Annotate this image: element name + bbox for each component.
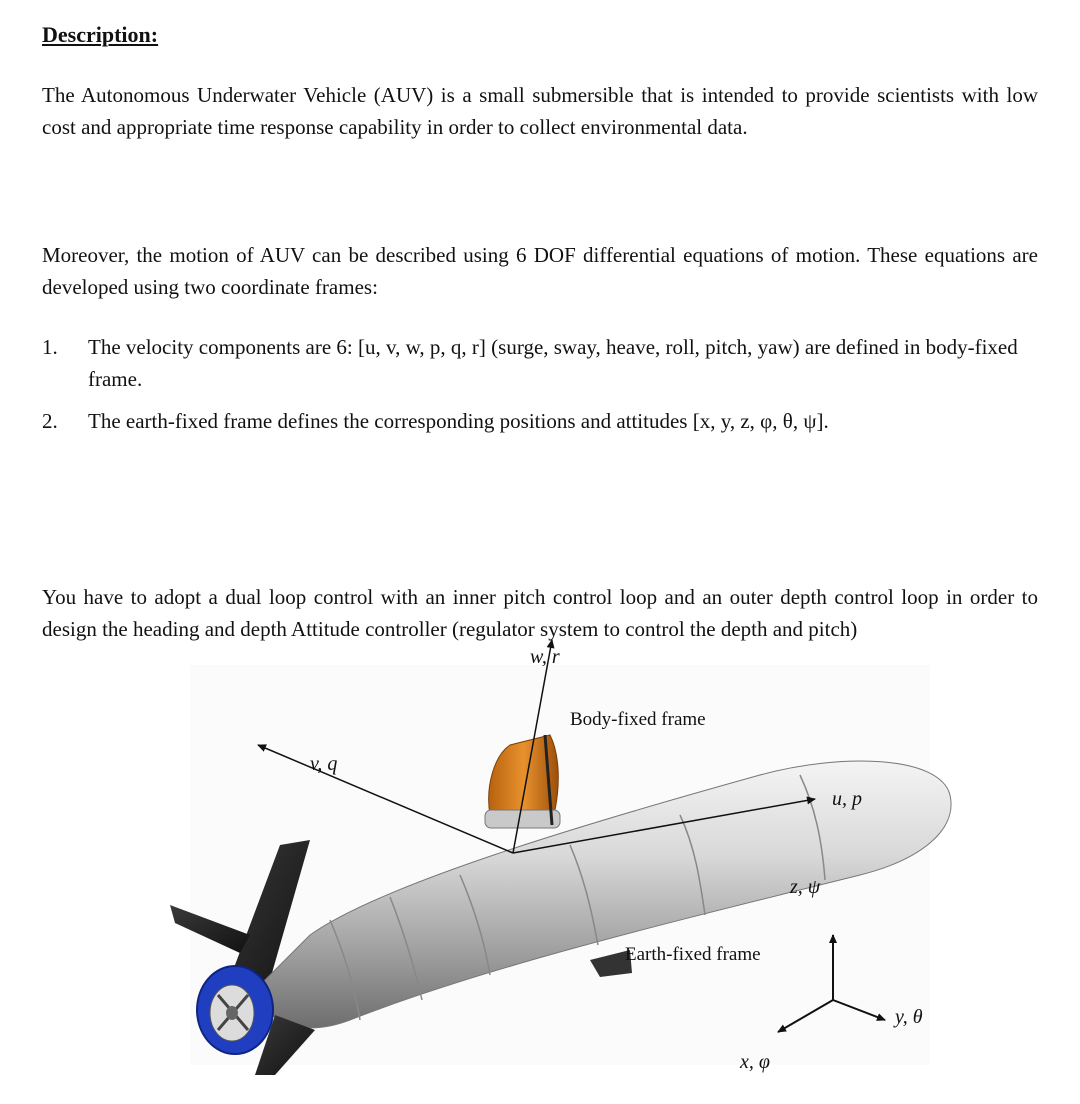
earth-frame-label: Earth-fixed frame xyxy=(625,944,761,965)
section-heading: Description: xyxy=(42,22,159,47)
axis-label-x: x, φ xyxy=(740,1051,770,1073)
auv-figure xyxy=(160,635,960,1075)
propeller xyxy=(197,966,273,1054)
list-item xyxy=(42,405,1038,437)
paragraph-task: You have to adopt a dual loop control with an inner pitch control loop and an outer depth control loop in order to design the heading and depth Attitude controller (regulator system to control the depth and pitch) xyxy=(42,585,1038,641)
axis-label-z: z, ψ xyxy=(790,876,821,898)
body-frame-label: Body-fixed frame xyxy=(570,709,706,730)
list-number: 1. xyxy=(42,335,58,359)
frames-list xyxy=(42,331,1038,447)
list-text: The velocity components are 6: [u, v, w, p, q, r] (surge, sway, heave, roll, pitch, yaw) are defined in body-fixed frame. xyxy=(88,335,1018,391)
axis-label-w: w, r xyxy=(530,646,560,668)
paragraph-motion: Moreover, the motion of AUV can be described using 6 DOF differential equations of motion. These equations are developed using two coordinate frames: xyxy=(42,243,1038,299)
paragraph-intro: The Autonomous Underwater Vehicle (AUV) is a small submersible that is intended to provide scientists with low cost and appropriate time response capability in order to collect environmental data. xyxy=(42,83,1038,139)
axis-label-v: v, q xyxy=(310,753,338,775)
list-text: The earth-fixed frame defines the corresponding positions and attitudes [x, y, z, φ, θ, ψ]. xyxy=(88,409,829,433)
axis-label-u: u, p xyxy=(832,788,862,810)
auv-diagram xyxy=(160,635,960,1075)
list-number: 2. xyxy=(42,409,58,433)
axis-label-y: y, θ xyxy=(895,1006,923,1028)
list-item xyxy=(42,331,1038,395)
